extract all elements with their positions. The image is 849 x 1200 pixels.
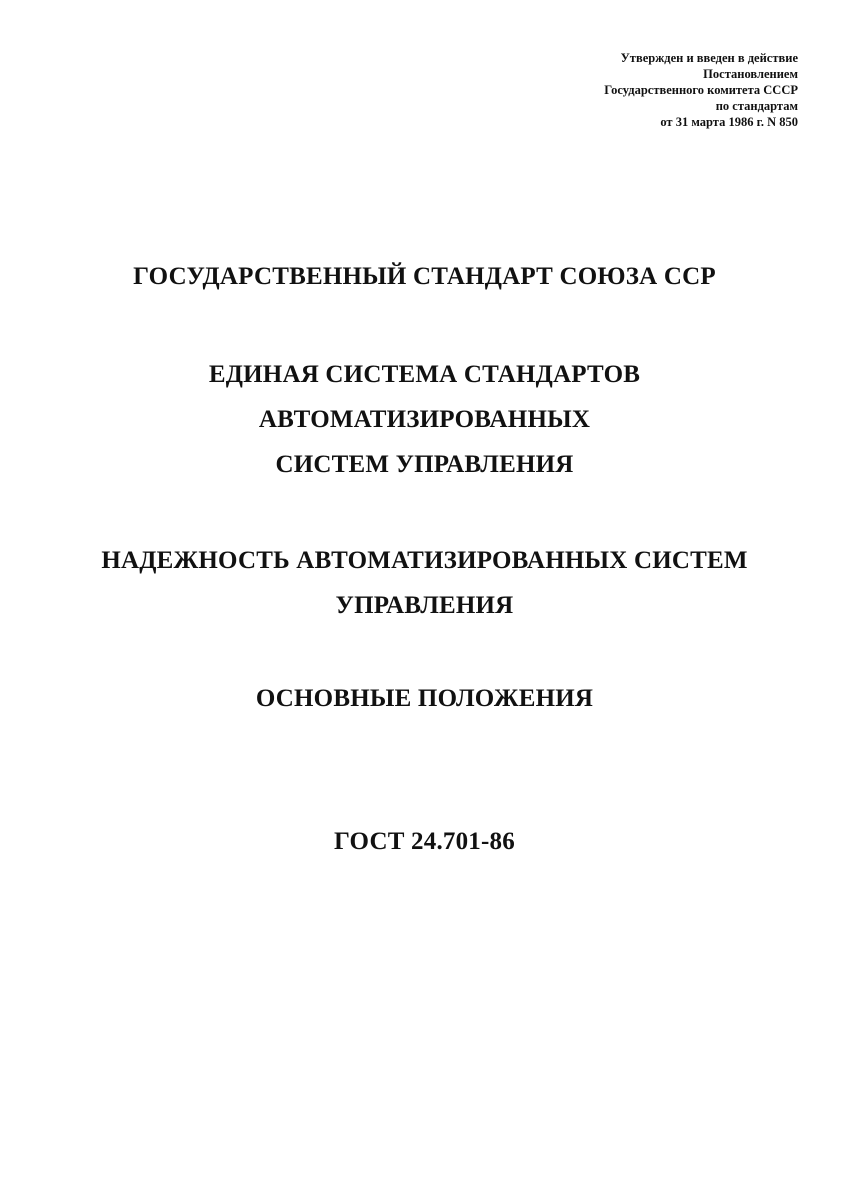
system-title-line: ЕДИНАЯ СИСТЕМА СТАНДАРТОВ bbox=[208, 361, 641, 388]
standard-designation: ГОСТ 24.701-86 bbox=[334, 828, 515, 855]
system-title bbox=[0, 352, 849, 487]
section-title: ОСНОВНЫЕ ПОЛОЖЕНИЯ bbox=[255, 685, 594, 712]
standard-title: ГОСУДАРСТВЕННЫЙ СТАНДАРТ СОЮЗА ССР bbox=[133, 263, 716, 290]
approval-note bbox=[604, 50, 798, 130]
approval-line: по стандартам bbox=[715, 99, 798, 113]
system-title-line: СИСТЕМ УПРАВЛЕНИЯ bbox=[275, 451, 574, 478]
approval-line: Утвержден и введен в действие bbox=[620, 51, 798, 65]
approval-line: Государственного комитета СССР bbox=[604, 83, 798, 97]
subject-title-line: НАДЕЖНОСТЬ АВТОМАТИЗИРОВАННЫХ СИСТЕМ bbox=[101, 547, 748, 574]
subject-title bbox=[0, 538, 849, 628]
approval-line: Постановлением bbox=[703, 67, 798, 81]
approval-line: от 31 марта 1986 г. N 850 bbox=[660, 115, 798, 129]
system-title-line: АВТОМАТИЗИРОВАННЫХ bbox=[258, 406, 591, 433]
subject-title-line: УПРАВЛЕНИЯ bbox=[335, 592, 514, 619]
